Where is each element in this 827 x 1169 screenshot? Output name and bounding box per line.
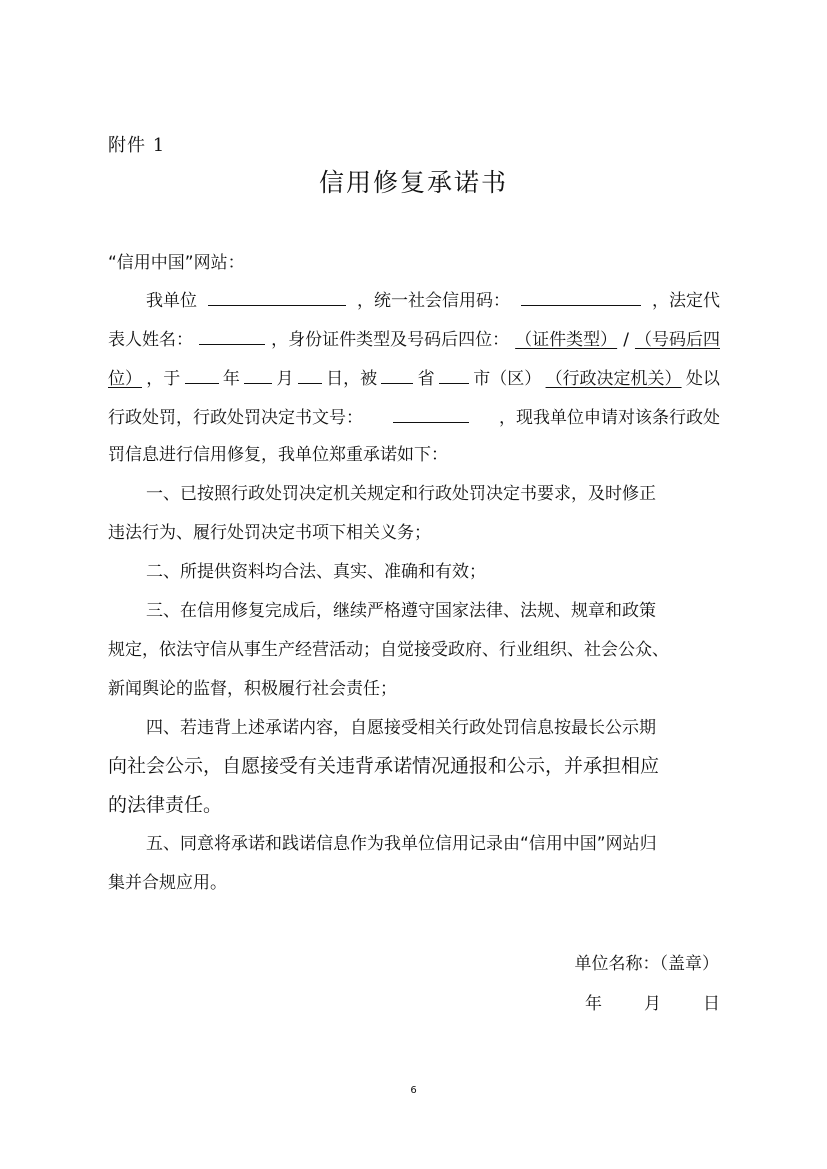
- unit-name-seal: 单位名称：（盖章）: [574, 954, 719, 974]
- signature-month: 月: [644, 994, 661, 1014]
- body-line-3: 位） ，于 年 月 日，被 省 市（区） （行政决定机关） 处以: [108, 366, 720, 390]
- salutation: “信用中国”网站：: [108, 253, 245, 273]
- unit-name-blank: [208, 288, 346, 306]
- body-line-2: 表人姓名： ，身份证件类型及号码后四位： （证件类型） / （号码后四: [108, 327, 720, 351]
- signature-day: 日: [703, 994, 720, 1014]
- page-number: 6: [410, 1085, 417, 1096]
- credit-code-blank: [521, 288, 641, 306]
- decision-number-blank: [393, 405, 469, 423]
- commitment-5-line-2: 集并合规应用。: [108, 873, 227, 893]
- body-line-4: 行政处罚，行政处罚决定书文号： ，现我单位申请对该条行政处: [108, 405, 720, 429]
- signature-year: 年: [585, 994, 602, 1014]
- body-line-5: 罚信息进行信用修复，我单位郑重承诺如下：: [108, 445, 448, 465]
- attachment-label: 附件 1: [108, 135, 166, 156]
- commitment-1-line-2: 违法行为、履行处罚决定书项下相关义务；: [108, 523, 431, 543]
- day-blank: [298, 366, 322, 384]
- commitment-2: 二、所提供资料均合法、真实、准确和有效；: [146, 562, 486, 582]
- legal-rep-name-blank: [199, 327, 265, 345]
- commitment-4-line-3: 的法律责任。: [108, 794, 223, 816]
- commitment-4-line-2: 向社会公示，自愿接受有关违背承诺情况通报和公示，并承担相应: [108, 755, 660, 777]
- commitment-3-line-3: 新闻舆论的监督，积极履行社会责任；: [108, 679, 397, 699]
- year-blank: [185, 366, 219, 384]
- signature-date: [585, 989, 720, 1014]
- commitment-1-line-1: 一、已按照行政处罚决定机关规定和行政处罚决定书要求，及时修正: [146, 484, 656, 504]
- body-line-1: 我单位 ，统一社会信用码： ，法定代: [146, 288, 720, 312]
- commitment-3-line-2: 规定，依法守信从事生产经营活动；自觉接受政府、行业组织、社会公众、: [108, 640, 669, 660]
- month-blank: [244, 366, 272, 384]
- document-title: 信用修复承诺书: [318, 168, 508, 197]
- commitment-3-line-1: 三、在信用修复完成后，继续严格遵守国家法律、法规、规章和政策: [146, 601, 656, 621]
- commitment-5-line-1: 五、同意将承诺和践诺信息作为我单位信用记录由“信用中国”网站归: [146, 834, 657, 854]
- city-blank: [439, 366, 469, 384]
- commitment-4-line-1: 四、若违背上述承诺内容，自愿接受相关行政处罚信息按最长公示期: [146, 718, 656, 738]
- province-blank: [381, 366, 413, 384]
